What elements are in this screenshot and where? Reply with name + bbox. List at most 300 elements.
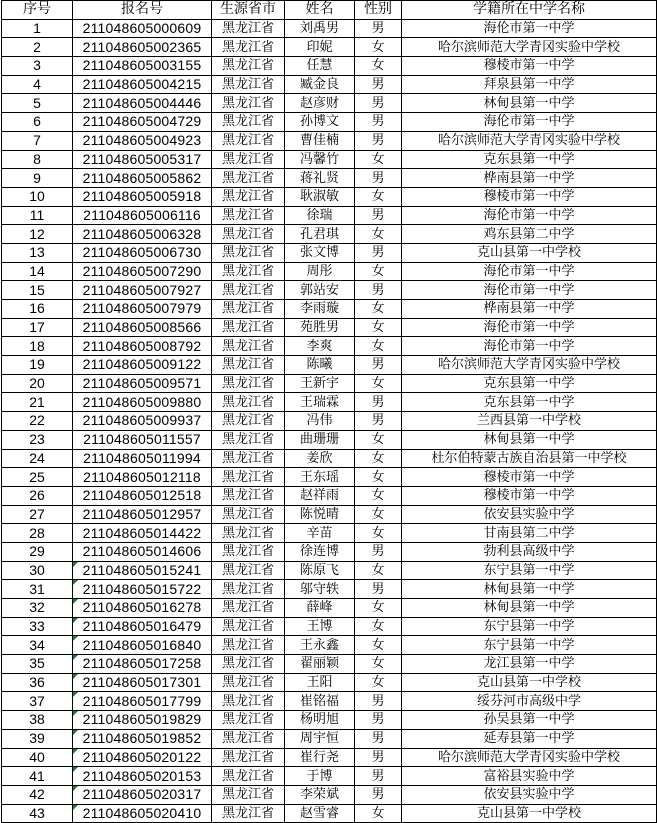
cell-seq: 26 bbox=[2, 486, 73, 505]
cell-registration-number: 211048605020410 bbox=[73, 804, 212, 823]
table-row bbox=[2, 767, 657, 786]
cell-registration-number: 211048605009122 bbox=[73, 356, 212, 375]
cell-gender: 男 bbox=[355, 94, 402, 113]
cell-school: 东宁县第一中学 bbox=[402, 636, 657, 655]
cell-gender: 女 bbox=[355, 262, 402, 281]
cell-school: 桦南县第一中学 bbox=[402, 169, 657, 188]
header-gender: 性别 bbox=[355, 1, 402, 20]
cell-registration-number: 211048605015241 bbox=[73, 561, 212, 580]
cell-province: 黑龙江省 bbox=[212, 57, 285, 76]
cell-school: 穆棱市第一中学 bbox=[402, 486, 657, 505]
cell-gender: 男 bbox=[355, 19, 402, 38]
table-row bbox=[2, 393, 657, 412]
cell-province: 黑龙江省 bbox=[212, 169, 285, 188]
cell-province: 黑龙江省 bbox=[212, 636, 285, 655]
cell-province: 黑龙江省 bbox=[212, 655, 285, 674]
cell-registration-number: 211048605014606 bbox=[73, 542, 212, 561]
cell-name: 薛峰 bbox=[285, 599, 355, 618]
cell-gender: 女 bbox=[355, 187, 402, 206]
cell-seq: 42 bbox=[2, 785, 73, 804]
table-row bbox=[2, 281, 657, 300]
cell-name: 翟丽颖 bbox=[285, 655, 355, 674]
cell-province: 黑龙江省 bbox=[212, 19, 285, 38]
table-row bbox=[2, 187, 657, 206]
cell-school: 海伦市第一中学 bbox=[402, 206, 657, 225]
cell-registration-number: 211048605000609 bbox=[73, 19, 212, 38]
cell-school: 林甸县第一中学 bbox=[402, 599, 657, 618]
table-row bbox=[2, 785, 657, 804]
cell-name: 印妮 bbox=[285, 38, 355, 57]
cell-registration-number: 211048605019829 bbox=[73, 711, 212, 730]
cell-school: 海伦市第一中学 bbox=[402, 262, 657, 281]
cell-school: 林甸县第一中学 bbox=[402, 94, 657, 113]
cell-name: 周彤 bbox=[285, 262, 355, 281]
cell-province: 黑龙江省 bbox=[212, 711, 285, 730]
cell-school: 穆棱市第一中学 bbox=[402, 187, 657, 206]
cell-gender: 男 bbox=[355, 169, 402, 188]
cell-gender: 男 bbox=[355, 748, 402, 767]
cell-gender: 女 bbox=[355, 486, 402, 505]
cell-gender: 男 bbox=[355, 393, 402, 412]
cell-school: 海伦市第一中学 bbox=[402, 113, 657, 132]
cell-seq: 28 bbox=[2, 524, 73, 543]
table-row bbox=[2, 468, 657, 487]
cell-name: 张文博 bbox=[285, 243, 355, 262]
table-row bbox=[2, 542, 657, 561]
cell-registration-number: 211048605019852 bbox=[73, 729, 212, 748]
cell-name: 李荣斌 bbox=[285, 785, 355, 804]
cell-school: 海伦市第一中学 bbox=[402, 318, 657, 337]
cell-school: 海伦市第一中学 bbox=[402, 19, 657, 38]
cell-name: 赵祥雨 bbox=[285, 486, 355, 505]
cell-province: 黑龙江省 bbox=[212, 356, 285, 375]
cell-province: 黑龙江省 bbox=[212, 617, 285, 636]
cell-name: 王永鑫 bbox=[285, 636, 355, 655]
header-name: 姓名 bbox=[285, 1, 355, 20]
cell-registration-number: 211048605015722 bbox=[73, 580, 212, 599]
table-row bbox=[2, 337, 657, 356]
cell-name: 邬守轶 bbox=[285, 580, 355, 599]
cell-registration-number: 211048605016479 bbox=[73, 617, 212, 636]
cell-school: 林甸县第一中学 bbox=[402, 430, 657, 449]
cell-school: 孙吴县第一中学 bbox=[402, 711, 657, 730]
cell-name: 臧金良 bbox=[285, 75, 355, 94]
cell-province: 黑龙江省 bbox=[212, 374, 285, 393]
cell-province: 黑龙江省 bbox=[212, 785, 285, 804]
cell-province: 黑龙江省 bbox=[212, 729, 285, 748]
cell-seq: 6 bbox=[2, 113, 73, 132]
table-row bbox=[2, 524, 657, 543]
cell-registration-number: 211048605005317 bbox=[73, 150, 212, 169]
cell-name: 刘禹男 bbox=[285, 19, 355, 38]
cell-seq: 36 bbox=[2, 673, 73, 692]
table-row bbox=[2, 692, 657, 711]
cell-province: 黑龙江省 bbox=[212, 281, 285, 300]
cell-province: 黑龙江省 bbox=[212, 243, 285, 262]
cell-name: 王瑞霖 bbox=[285, 393, 355, 412]
cell-province: 黑龙江省 bbox=[212, 337, 285, 356]
cell-gender: 女 bbox=[355, 57, 402, 76]
cell-seq: 7 bbox=[2, 131, 73, 150]
cell-name: 崔行尧 bbox=[285, 748, 355, 767]
cell-school: 东宁县第一中学 bbox=[402, 561, 657, 580]
cell-gender: 女 bbox=[355, 655, 402, 674]
table-row bbox=[2, 617, 657, 636]
cell-province: 黑龙江省 bbox=[212, 468, 285, 487]
cell-gender: 女 bbox=[355, 468, 402, 487]
cell-seq: 14 bbox=[2, 262, 73, 281]
cell-school: 克东县第一中学 bbox=[402, 393, 657, 412]
cell-gender: 男 bbox=[355, 356, 402, 375]
cell-name: 赵雪睿 bbox=[285, 804, 355, 823]
table-row bbox=[2, 580, 657, 599]
cell-school: 甘南县第二中学 bbox=[402, 524, 657, 543]
cell-registration-number: 211048605005862 bbox=[73, 169, 212, 188]
table-row bbox=[2, 486, 657, 505]
cell-name: 周宇恒 bbox=[285, 729, 355, 748]
cell-name: 陈原飞 bbox=[285, 561, 355, 580]
cell-seq: 30 bbox=[2, 561, 73, 580]
cell-name: 王博 bbox=[285, 617, 355, 636]
cell-province: 黑龙江省 bbox=[212, 580, 285, 599]
cell-province: 黑龙江省 bbox=[212, 673, 285, 692]
cell-school: 延寿县第一中学 bbox=[402, 729, 657, 748]
cell-gender: 男 bbox=[355, 692, 402, 711]
cell-school: 勃利县高级中学 bbox=[402, 542, 657, 561]
cell-gender: 女 bbox=[355, 673, 402, 692]
cell-name: 姜欣 bbox=[285, 449, 355, 468]
cell-gender: 男 bbox=[355, 542, 402, 561]
cell-name: 徐连博 bbox=[285, 542, 355, 561]
cell-school: 穆棱市第一中学 bbox=[402, 468, 657, 487]
cell-name: 崔铭福 bbox=[285, 692, 355, 711]
cell-seq: 24 bbox=[2, 449, 73, 468]
cell-gender: 女 bbox=[355, 505, 402, 524]
cell-registration-number: 211048605004215 bbox=[73, 75, 212, 94]
cell-school: 桦南县第一中学 bbox=[402, 300, 657, 319]
cell-gender: 女 bbox=[355, 225, 402, 244]
cell-seq: 10 bbox=[2, 187, 73, 206]
cell-registration-number: 211048605007927 bbox=[73, 281, 212, 300]
cell-province: 黑龙江省 bbox=[212, 449, 285, 468]
cell-seq: 4 bbox=[2, 75, 73, 94]
header-seq: 序号 bbox=[2, 1, 73, 20]
cell-seq: 27 bbox=[2, 505, 73, 524]
cell-gender: 男 bbox=[355, 580, 402, 599]
cell-province: 黑龙江省 bbox=[212, 692, 285, 711]
cell-province: 黑龙江省 bbox=[212, 300, 285, 319]
cell-province: 黑龙江省 bbox=[212, 187, 285, 206]
cell-registration-number: 211048605008566 bbox=[73, 318, 212, 337]
cell-gender: 女 bbox=[355, 599, 402, 618]
cell-school: 拜泉县第一中学 bbox=[402, 75, 657, 94]
header-province: 生源省市 bbox=[212, 1, 285, 20]
cell-registration-number: 211048605020122 bbox=[73, 748, 212, 767]
cell-gender: 女 bbox=[355, 524, 402, 543]
cell-name: 曲珊珊 bbox=[285, 430, 355, 449]
cell-registration-number: 211048605007979 bbox=[73, 300, 212, 319]
cell-gender: 女 bbox=[355, 804, 402, 823]
cell-name: 赵彦财 bbox=[285, 94, 355, 113]
table-row bbox=[2, 449, 657, 468]
cell-registration-number: 211048605005918 bbox=[73, 187, 212, 206]
cell-name: 陈悦晴 bbox=[285, 505, 355, 524]
cell-province: 黑龙江省 bbox=[212, 206, 285, 225]
cell-seq: 20 bbox=[2, 374, 73, 393]
cell-seq: 25 bbox=[2, 468, 73, 487]
cell-seq: 32 bbox=[2, 599, 73, 618]
cell-gender: 女 bbox=[355, 449, 402, 468]
cell-seq: 41 bbox=[2, 767, 73, 786]
table-row bbox=[2, 225, 657, 244]
cell-registration-number: 211048605007290 bbox=[73, 262, 212, 281]
cell-seq: 38 bbox=[2, 711, 73, 730]
cell-gender: 男 bbox=[355, 131, 402, 150]
cell-school: 依安县实验中学 bbox=[402, 785, 657, 804]
cell-province: 黑龙江省 bbox=[212, 75, 285, 94]
cell-seq: 21 bbox=[2, 393, 73, 412]
cell-name: 徐瑞 bbox=[285, 206, 355, 225]
cell-seq: 15 bbox=[2, 281, 73, 300]
cell-name: 陈曦 bbox=[285, 356, 355, 375]
table-row bbox=[2, 57, 657, 76]
cell-seq: 35 bbox=[2, 655, 73, 674]
cell-seq: 23 bbox=[2, 430, 73, 449]
cell-registration-number: 211048605009571 bbox=[73, 374, 212, 393]
cell-school: 兰西县第一中学校 bbox=[402, 412, 657, 431]
cell-name: 王新宇 bbox=[285, 374, 355, 393]
cell-province: 黑龙江省 bbox=[212, 412, 285, 431]
table-row bbox=[2, 169, 657, 188]
header-registration-number: 报名号 bbox=[73, 1, 212, 20]
cell-province: 黑龙江省 bbox=[212, 262, 285, 281]
table-row bbox=[2, 804, 657, 823]
cell-registration-number: 211048605011557 bbox=[73, 430, 212, 449]
cell-school: 克东县第一中学 bbox=[402, 150, 657, 169]
cell-school: 海伦市第一中学 bbox=[402, 281, 657, 300]
header-school: 学籍所在中学名称 bbox=[402, 1, 657, 20]
cell-registration-number: 211048605014422 bbox=[73, 524, 212, 543]
cell-seq: 1 bbox=[2, 19, 73, 38]
cell-name: 王阳 bbox=[285, 673, 355, 692]
cell-registration-number: 211048605017799 bbox=[73, 692, 212, 711]
cell-province: 黑龙江省 bbox=[212, 113, 285, 132]
cell-province: 黑龙江省 bbox=[212, 225, 285, 244]
cell-school: 哈尔滨师范大学青冈实验中学校 bbox=[402, 38, 657, 57]
cell-registration-number: 211048605020317 bbox=[73, 785, 212, 804]
table-row bbox=[2, 113, 657, 132]
cell-seq: 8 bbox=[2, 150, 73, 169]
cell-school: 依安县实验中学 bbox=[402, 505, 657, 524]
cell-seq: 16 bbox=[2, 300, 73, 319]
cell-seq: 19 bbox=[2, 356, 73, 375]
cell-gender: 女 bbox=[355, 318, 402, 337]
table-row bbox=[2, 655, 657, 674]
cell-name: 冯馨竹 bbox=[285, 150, 355, 169]
cell-name: 郭站安 bbox=[285, 281, 355, 300]
cell-registration-number: 211048605003155 bbox=[73, 57, 212, 76]
cell-gender: 男 bbox=[355, 711, 402, 730]
cell-school: 杜尔伯特蒙古族自治县第一中学校 bbox=[402, 449, 657, 468]
cell-school: 东宁县第一中学 bbox=[402, 617, 657, 636]
cell-name: 辛苗 bbox=[285, 524, 355, 543]
cell-seq: 34 bbox=[2, 636, 73, 655]
table-row bbox=[2, 673, 657, 692]
cell-gender: 女 bbox=[355, 636, 402, 655]
table-row bbox=[2, 206, 657, 225]
cell-name: 苑胜男 bbox=[285, 318, 355, 337]
cell-school: 克山县第一中学校 bbox=[402, 243, 657, 262]
cell-registration-number: 211048605004729 bbox=[73, 113, 212, 132]
cell-name: 李雨璇 bbox=[285, 300, 355, 319]
table-row bbox=[2, 374, 657, 393]
table-row bbox=[2, 243, 657, 262]
cell-province: 黑龙江省 bbox=[212, 131, 285, 150]
cell-name: 李爽 bbox=[285, 337, 355, 356]
cell-registration-number: 211048605006116 bbox=[73, 206, 212, 225]
cell-province: 黑龙江省 bbox=[212, 599, 285, 618]
cell-gender: 女 bbox=[355, 561, 402, 580]
cell-province: 黑龙江省 bbox=[212, 804, 285, 823]
cell-gender: 男 bbox=[355, 412, 402, 431]
table-row bbox=[2, 412, 657, 431]
table-row bbox=[2, 729, 657, 748]
cell-school: 克山县第一中学校 bbox=[402, 804, 657, 823]
cell-school: 克山县第一中学校 bbox=[402, 673, 657, 692]
cell-gender: 男 bbox=[355, 75, 402, 94]
table-row bbox=[2, 430, 657, 449]
table-row bbox=[2, 636, 657, 655]
cell-gender: 女 bbox=[355, 38, 402, 57]
cell-registration-number: 211048605020153 bbox=[73, 767, 212, 786]
cell-gender: 女 bbox=[355, 374, 402, 393]
table-row bbox=[2, 75, 657, 94]
table-row bbox=[2, 300, 657, 319]
cell-name: 杨明旭 bbox=[285, 711, 355, 730]
cell-school: 富裕县实验中学 bbox=[402, 767, 657, 786]
cell-registration-number: 211048605008792 bbox=[73, 337, 212, 356]
cell-gender: 男 bbox=[355, 206, 402, 225]
cell-province: 黑龙江省 bbox=[212, 393, 285, 412]
cell-registration-number: 211048605017301 bbox=[73, 673, 212, 692]
cell-seq: 43 bbox=[2, 804, 73, 823]
cell-seq: 22 bbox=[2, 412, 73, 431]
cell-registration-number: 211048605011994 bbox=[73, 449, 212, 468]
cell-seq: 37 bbox=[2, 692, 73, 711]
cell-registration-number: 211048605012957 bbox=[73, 505, 212, 524]
cell-name: 蒋礼贤 bbox=[285, 169, 355, 188]
cell-province: 黑龙江省 bbox=[212, 94, 285, 113]
cell-seq: 17 bbox=[2, 318, 73, 337]
cell-school: 绥芬河市高级中学 bbox=[402, 692, 657, 711]
cell-name: 耿淑敏 bbox=[285, 187, 355, 206]
header-row bbox=[2, 1, 657, 20]
table-row bbox=[2, 318, 657, 337]
cell-school: 克东县第一中学 bbox=[402, 374, 657, 393]
cell-seq: 11 bbox=[2, 206, 73, 225]
cell-registration-number: 211048605002365 bbox=[73, 38, 212, 57]
cell-name: 冯伟 bbox=[285, 412, 355, 431]
cell-seq: 29 bbox=[2, 542, 73, 561]
cell-province: 黑龙江省 bbox=[212, 318, 285, 337]
table-row bbox=[2, 150, 657, 169]
cell-gender: 男 bbox=[355, 243, 402, 262]
table-row bbox=[2, 94, 657, 113]
cell-province: 黑龙江省 bbox=[212, 38, 285, 57]
table-row bbox=[2, 711, 657, 730]
cell-seq: 3 bbox=[2, 57, 73, 76]
cell-province: 黑龙江省 bbox=[212, 561, 285, 580]
cell-province: 黑龙江省 bbox=[212, 524, 285, 543]
cell-province: 黑龙江省 bbox=[212, 150, 285, 169]
cell-name: 孔君琪 bbox=[285, 225, 355, 244]
cell-school: 哈尔滨师范大学青冈实验中学校 bbox=[402, 748, 657, 767]
cell-seq: 40 bbox=[2, 748, 73, 767]
cell-name: 任慧 bbox=[285, 57, 355, 76]
cell-school: 穆棱市第一中学 bbox=[402, 57, 657, 76]
cell-registration-number: 211048605006730 bbox=[73, 243, 212, 262]
cell-registration-number: 211048605012518 bbox=[73, 486, 212, 505]
cell-gender: 男 bbox=[355, 785, 402, 804]
cell-name: 孙博文 bbox=[285, 113, 355, 132]
cell-seq: 18 bbox=[2, 337, 73, 356]
cell-gender: 女 bbox=[355, 300, 402, 319]
cell-school: 龙江县第一中学 bbox=[402, 655, 657, 674]
cell-province: 黑龙江省 bbox=[212, 748, 285, 767]
table-row bbox=[2, 356, 657, 375]
table-row bbox=[2, 131, 657, 150]
cell-gender: 男 bbox=[355, 767, 402, 786]
cell-school: 哈尔滨师范大学青冈实验中学校 bbox=[402, 356, 657, 375]
cell-school: 鸡东县第二中学 bbox=[402, 225, 657, 244]
cell-gender: 女 bbox=[355, 617, 402, 636]
cell-province: 黑龙江省 bbox=[212, 767, 285, 786]
cell-registration-number: 211048605016278 bbox=[73, 599, 212, 618]
table-row bbox=[2, 19, 657, 38]
table-row bbox=[2, 748, 657, 767]
cell-gender: 女 bbox=[355, 430, 402, 449]
cell-seq: 9 bbox=[2, 169, 73, 188]
cell-gender: 男 bbox=[355, 729, 402, 748]
cell-seq: 5 bbox=[2, 94, 73, 113]
table-row bbox=[2, 38, 657, 57]
cell-province: 黑龙江省 bbox=[212, 430, 285, 449]
cell-seq: 31 bbox=[2, 580, 73, 599]
table-row bbox=[2, 262, 657, 281]
cell-seq: 33 bbox=[2, 617, 73, 636]
cell-gender: 女 bbox=[355, 150, 402, 169]
cell-registration-number: 211048605016840 bbox=[73, 636, 212, 655]
cell-registration-number: 211048605009880 bbox=[73, 393, 212, 412]
admission-list-table bbox=[1, 0, 657, 823]
cell-registration-number: 211048605004446 bbox=[73, 94, 212, 113]
cell-registration-number: 211048605004923 bbox=[73, 131, 212, 150]
cell-registration-number: 211048605012118 bbox=[73, 468, 212, 487]
cell-gender: 女 bbox=[355, 337, 402, 356]
cell-province: 黑龙江省 bbox=[212, 505, 285, 524]
cell-name: 曹佳楠 bbox=[285, 131, 355, 150]
table-row bbox=[2, 561, 657, 580]
table-body bbox=[2, 19, 657, 823]
cell-seq: 2 bbox=[2, 38, 73, 57]
cell-school: 哈尔滨师范大学青冈实验中学校 bbox=[402, 131, 657, 150]
table-row bbox=[2, 505, 657, 524]
cell-school: 海伦市第一中学 bbox=[402, 337, 657, 356]
cell-name: 于博 bbox=[285, 767, 355, 786]
cell-province: 黑龙江省 bbox=[212, 486, 285, 505]
table-row bbox=[2, 599, 657, 618]
cell-gender: 男 bbox=[355, 281, 402, 300]
